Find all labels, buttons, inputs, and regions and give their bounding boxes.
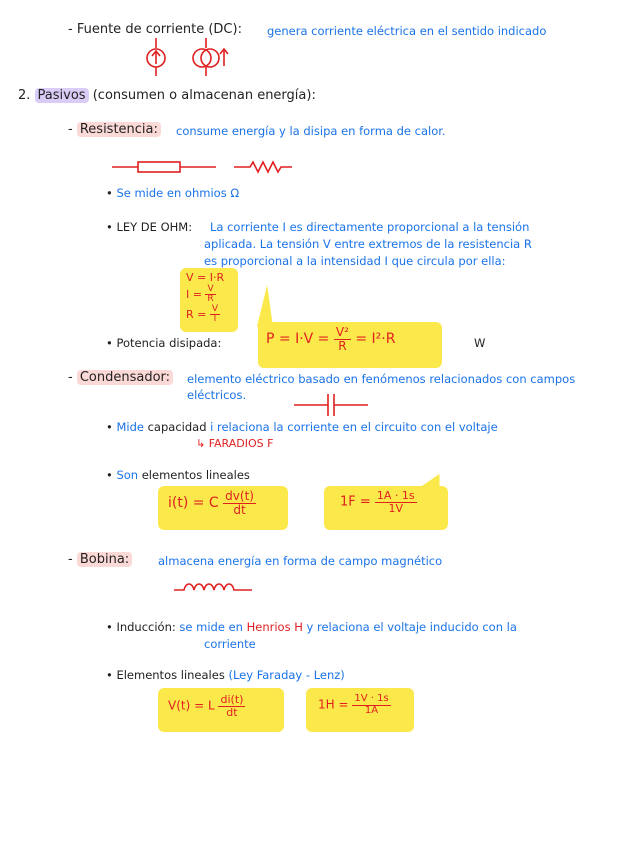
eq-v: V = I·R [186,271,225,284]
fuente-corriente-desc: genera corriente eléctrica en el sentido indicado [267,24,547,38]
condensador-heading [68,370,173,385]
henry-equation: 1H = $\frac{1V \cdot 1s}{1A}$ [318,693,389,716]
ley-ohm-title: LEY DE OHM: [116,220,193,234]
eq-i: I = $\frac{V}{R}$ [186,284,214,305]
capacitor-symbol [294,392,374,418]
pasivos-heading [18,88,316,103]
ohm-equations [186,270,224,325]
condensador-desc-2: eléctricos. [187,388,247,402]
section-number: 2. [18,88,31,103]
fuente-corriente-title: Fuente de corriente (DC): [76,22,242,37]
potencia-equation: P = I·V = $\frac{\text{V²}}{R}$ = I²·R [266,325,396,353]
resistencia-title: Resistencia: [77,122,161,137]
bobina-item-lineales: • Elementos lineales (Ley Faraday - Lenz) [106,668,345,682]
bullet: - [68,370,73,385]
resistencia-units-item: • Se mide en ohmios Ω [106,186,240,200]
ohm-symbol: Ω [230,186,240,200]
bobina-item-induccion: • Inducción: se mide en Henrios H y relaciona el voltaje inducido con la [106,620,517,634]
bobina-title: Bobina: [77,552,132,567]
bobina-heading [68,552,132,567]
resistor-symbols [112,158,302,178]
farad-equation: 1F = $\frac{1A \cdot 1s}{1V}$ [340,489,415,515]
bullet: - [68,552,73,567]
resistencia-desc: consume energía y la disipa en forma de calor. [176,124,446,138]
ley-ohm-label: • LEY DE OHM: [106,220,193,234]
capacitor-equation: i(t) = C $\frac{dv(t)}{dt}$ [168,489,254,517]
potencia-unit: W [474,336,486,350]
inductor-equation: V(t) = L $\frac{di(t)}{dt}$ [168,693,244,719]
bobina-item-induccion-2: corriente [204,637,256,651]
ley-ohm-desc-1: La corriente I es directamente proporcional a la tensión [210,220,530,234]
bullet: - [68,122,73,137]
resistencia-heading [68,122,161,137]
condensador-item-capacidad: • Mide capacidad i relaciona la corriente en el circuito con el voltaje [106,420,498,434]
condensador-desc-1: elemento eléctrico basado en fenómenos relacionados con campos [187,372,576,386]
units-text: Se mide en ohmios [116,186,227,200]
bobina-desc: almacena energía en forma de campo magnético [158,554,443,568]
inductor-symbol [174,580,264,596]
ley-ohm-desc-2: aplicada. La tensión V entre extremos de la resistencia R [204,237,532,251]
pasivos-title: Pasivos [35,88,89,103]
fuente-corriente-label [68,22,242,37]
eq-r: R = $\frac{V}{I}$ [186,303,219,325]
condensador-item-lineales: • Son elementos lineales [106,468,250,482]
condensador-title: Condensador: [77,370,173,385]
ley-ohm-desc-3: es proporcional a la intensidad I que circula por ella: [204,254,506,268]
bullet: - [68,22,73,37]
pasivos-subtitle: (consumen o almacenan energía): [92,88,316,103]
potencia-highlight-tip [251,285,272,327]
current-source-symbols [140,38,240,78]
faradios-unit: ↳ FARADIOS F [196,437,274,450]
potencia-label: • Potencia disipada: [106,336,222,350]
